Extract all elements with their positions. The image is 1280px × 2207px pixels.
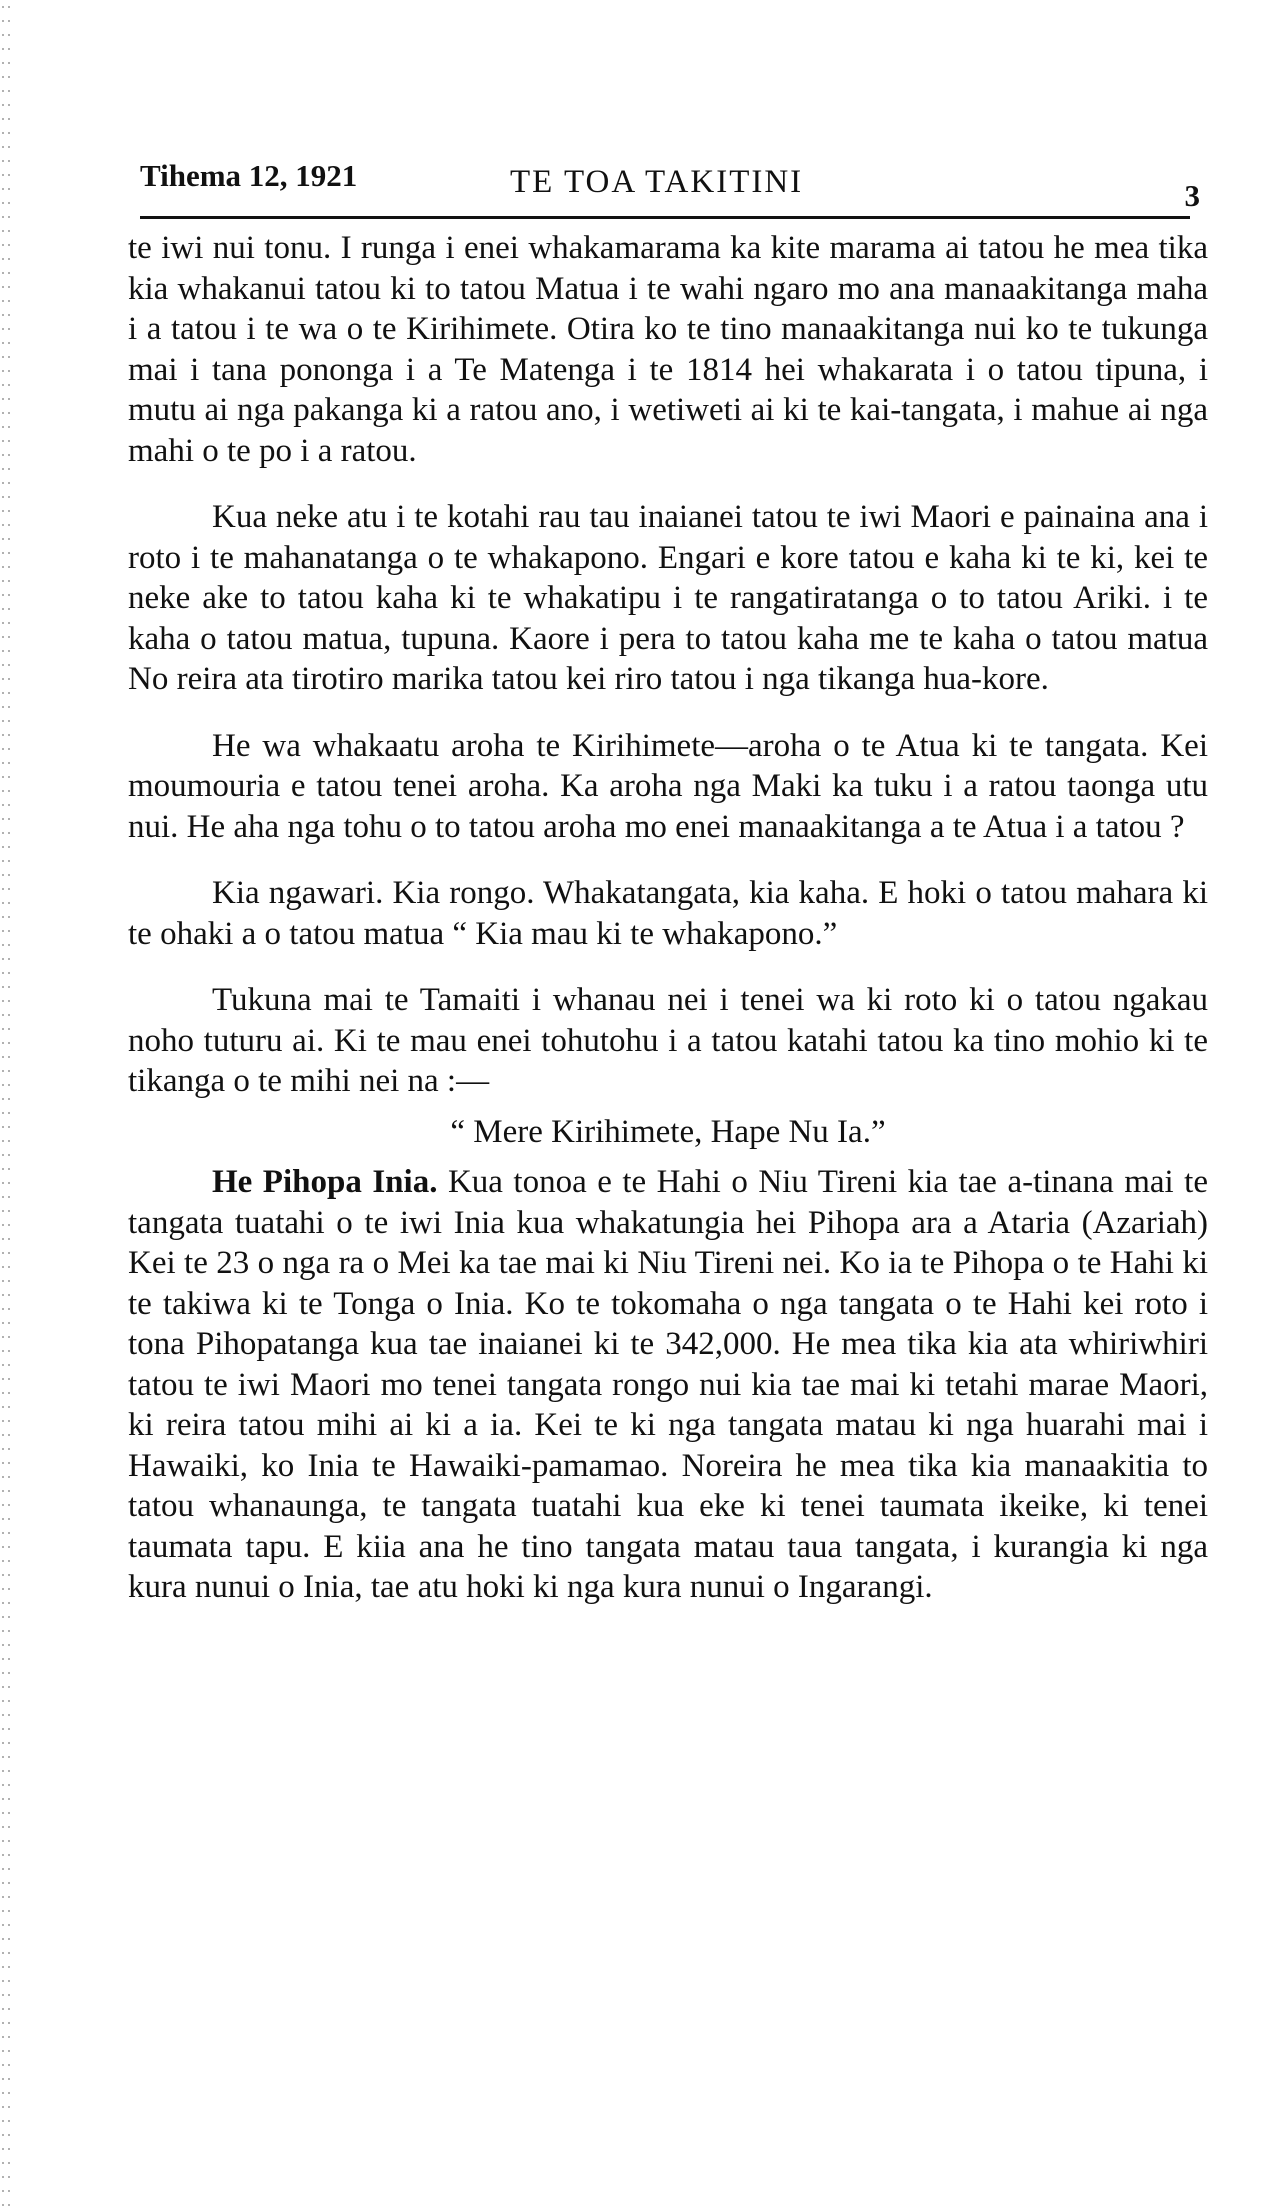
section-title: He Pihopa Inia. xyxy=(212,1164,438,1200)
page-number: 3 xyxy=(1184,178,1200,213)
section-paragraph xyxy=(128,1162,1208,1608)
header-rule xyxy=(140,216,1190,219)
article-body xyxy=(128,228,1208,1634)
issue-date: Tihema 12, 1921 xyxy=(140,158,358,193)
paragraph-5: Tukuna mai te Tamaiti i whanau nei i tenei wa ki roto ki o tatou ngakau noho tuturu ai. Ki te mau enei tohutohu i a tatou katahi tatou ka tino mohio ki te tikanga o te mihi nei na :— xyxy=(128,982,1208,1099)
paragraph-4: Kia ngawari. Kia rongo. Whakatangata, kia kaha. E hoki o tatou mahara ki te ohaki a o tatou matua “ Kia mau ki te whakapono.” xyxy=(128,875,1208,952)
christmas-greeting-quote: “ Mere Kirihimete, Hape Nu Ia.” xyxy=(450,1113,886,1150)
paragraph-3: He wa whakaatu aroha te Kirihimete—aroha o te Atua ki te tangata. Kei moumouria e tatou tenei aroha. Ka aroha nga Maki ka tuku i a ratou taonga utu nui. He aha nga tohu o to tatou aroha mo enei manaakitanga a te Atua i a tatou ? xyxy=(128,727,1208,845)
paragraph-1: te iwi nui tonu. I runga i enei whakamarama ka kite marama ai tatou he mea tika kia whakanui tatou ki to tatou Matua i te wahi ngaro mo ana manaakitanga maha i a tatou i te wa o te Kirihimete. Otira ko te tino manaakitanga nui ko te tukunga mai i tana pononga i a Te Matenga i te 1814 hei whakarata i o tatou tipuna, i mutu ai nga pakanga ki a ratou ano, i wetiweti ai ki te kai-tangata, i mahue ai nga mahi o te po i a ratou. xyxy=(128,230,1208,469)
section-text: Kua tonoa e te Hahi o Niu Tireni kia tae a-tinana mai te tangata tuatahi o te iwi Inia kua whakatungia hei Pihopa ara a Ataria (Azariah) Kei te 23 o nga ra o Mei ka tae mai ki Niu Tireni nei. Ko ia te Pihopa o te Hahi ki te takiwa ki te Tonga o Inia. Ko te tokomaha o nga tangata o te Hahi kei roto i tona Pihopatanga kua tae inaianei ki te 342,000. He mea tika kia ata whiriwhiri tatou te iwi Maori mo tenei tangata rongo nui kia tae mai ki tetahi marae Maori, ki reira tatou mihi ai ki a ia. Kei te ki nga tangata matau ki nga huarahi mai i Hawaiki, ko Inia te Hawaiki-pamamao. Noreira he mea tika kia manaakitia to tatou whanaunga, te tangata tuatahi kua eke ki tenei taumata ikeike, ki tenei taumata tapu. E kiia ana he tino tangata matau taua tangata, i kurangia ki nga kura nunui o Inia, tae atu hoki ki nga kura nunui o Ingarangi. xyxy=(128,1164,1209,1605)
page-header xyxy=(140,150,1200,213)
scan-edge-speckle xyxy=(0,0,10,2207)
paragraph-2: Kua neke atu i te kotahi rau tau inaianei tatou te iwi Maori e painaina ana i roto i te mahanatanga o te whakapono. Engari e kore tatou e kaha ki te ki, kei te neke ake to tatou kaha ki te whakatipu i te rangatiratanga o to tatou Ariki. i te kaha o tatou matua, tupuna. Kaore i pera to tatou kaha me te kaha o tatou matua No reira ata tirotiro marika tatou kei riro tatou i nga tikanga hua-kore. xyxy=(128,499,1208,697)
publication-title: TE TOA TAKITINI xyxy=(510,164,804,200)
